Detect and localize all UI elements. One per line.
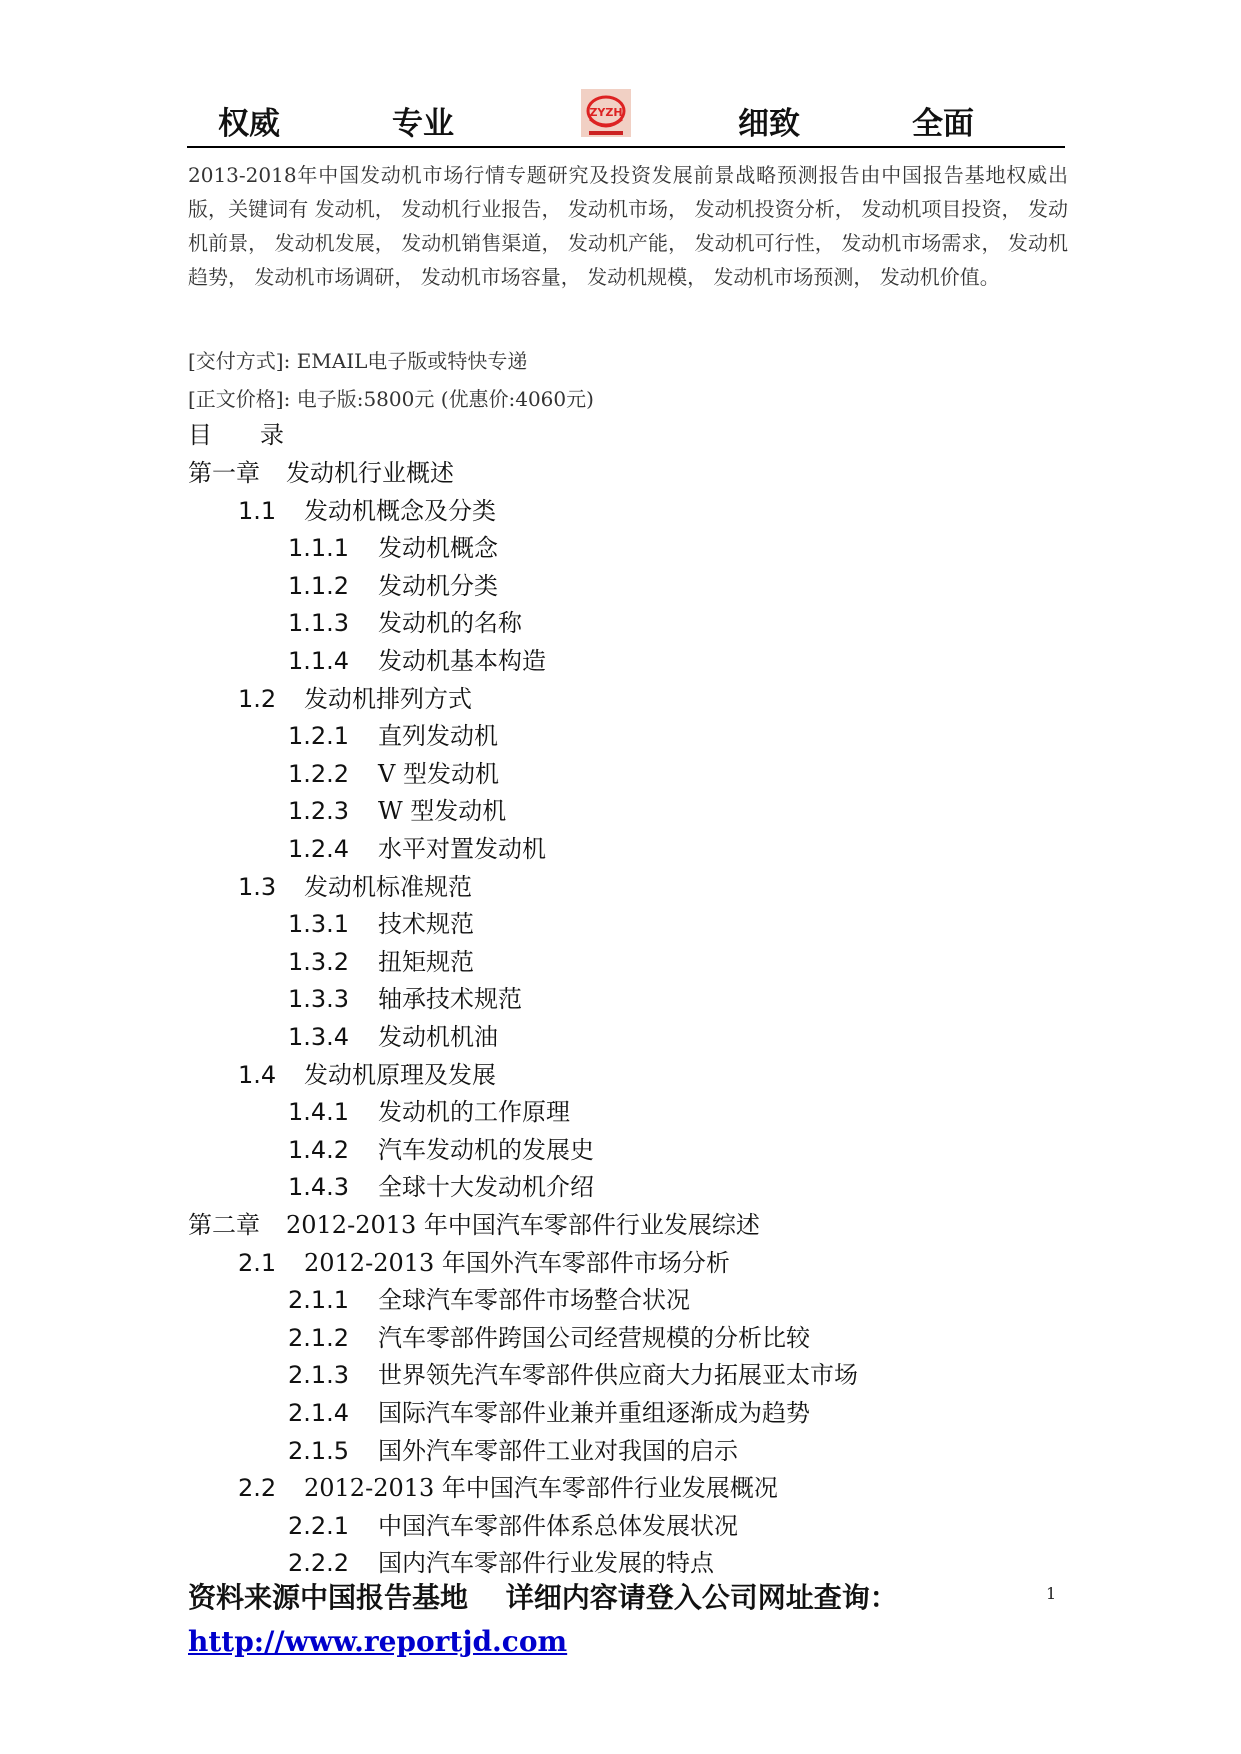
toc-item	[238, 492, 496, 530]
toc-item	[288, 567, 498, 605]
toc-item-number: 1.4.3	[288, 1173, 350, 1201]
toc-item-text: 水平对置发动机	[378, 835, 546, 863]
toc-item	[288, 1544, 714, 1582]
toc-item-number: 第二章	[188, 1211, 260, 1239]
toc-title: 目 录	[188, 421, 284, 449]
header-word-authority: 权威	[218, 106, 280, 142]
report-intro-paragraph: 2013-2018年中国发动机市场行情专题研究及投资发展前景战略预测报告由中国报告基地权威出版，关键词有 发动机， 发动机行业报告， 发动机市场， 发动机投资分析， 发动机项目投资， 发动机前景， 发动机发展， 发动机销售渠道， 发动机产能， 发动机可行性， 发动机市场需求， 发动机趋势， 发动机市场调研， 发动机市场容量， 发动机规模， 发动机市场预测， 发动机价值。	[188, 163, 1068, 289]
header-word-detailed: 细致	[738, 106, 800, 142]
toc-item-text: 发动机概念及分类	[304, 497, 496, 525]
toc-item-number: 2.2.1	[288, 1512, 350, 1540]
toc-item-text: 扭矩规范	[378, 948, 474, 976]
toc-item	[288, 755, 499, 793]
toc-item-text: 世界领先汽车零部件供应商大力拓展亚太市场	[378, 1361, 858, 1389]
toc-item	[288, 1394, 810, 1432]
toc-item-text: 汽车零部件跨国公司经营规模的分析比较	[378, 1324, 810, 1352]
toc-item	[288, 943, 474, 981]
toc-item-number: 1.3.2	[288, 948, 350, 976]
toc-item	[238, 1056, 496, 1094]
toc-item-number: 1.4	[238, 1061, 277, 1089]
footer-source-text: 资料来源中国报告基地 详细内容请登入公司网址查询：	[188, 1581, 898, 1614]
toc-item	[288, 717, 498, 755]
price-info: [正文价格]: 电子版:5800元 (优惠价:4060元)	[188, 387, 594, 411]
toc-item-number: 1.2.3	[288, 797, 350, 825]
toc-item	[288, 905, 474, 943]
toc-item-text: 发动机原理及发展	[304, 1061, 496, 1089]
toc-item-number: 2.2.2	[288, 1549, 350, 1577]
toc-item	[288, 1168, 594, 1206]
toc-item-text: 汽车发动机的发展史	[378, 1136, 594, 1164]
toc-item-text: 直列发动机	[378, 722, 498, 750]
toc-item	[188, 1206, 760, 1244]
toc-item-number: 1.1.1	[288, 534, 350, 562]
toc-item-text: 发动机分类	[378, 572, 498, 600]
toc-item	[238, 1469, 778, 1507]
toc-item-text: 国内汽车零部件行业发展的特点	[378, 1549, 714, 1577]
company-website-link[interactable]: http://www.reportjd.com	[188, 1625, 568, 1658]
toc-item	[288, 1319, 810, 1357]
toc-item-text: 2012-2013 年国外汽车零部件市场分析	[304, 1249, 730, 1277]
toc-item	[288, 642, 546, 680]
toc-item	[238, 680, 472, 718]
toc-item	[238, 1244, 730, 1282]
header-word-comprehensive: 全面	[912, 106, 974, 142]
toc-item-number: 1.3.3	[288, 985, 350, 1013]
toc-item	[288, 1432, 738, 1470]
toc-item	[288, 792, 506, 830]
toc-item-text: 2012-2013 年中国汽车零部件行业发展概况	[304, 1474, 778, 1502]
company-logo	[581, 89, 631, 137]
toc-item-number: 1.1	[238, 497, 277, 525]
toc-item-number: 2.1.3	[288, 1361, 350, 1389]
toc-item-text: 国际汽车零部件业兼并重组逐渐成为趋势	[378, 1399, 810, 1427]
toc-item-number: 1.4.2	[288, 1136, 350, 1164]
toc-item-text: 全球十大发动机介绍	[378, 1173, 594, 1201]
toc-item	[288, 1281, 690, 1319]
toc-item-number: 1.3.4	[288, 1023, 350, 1051]
toc-item-text: 发动机标准规范	[304, 873, 472, 901]
toc-item	[288, 604, 522, 642]
toc-item-number: 1.1.2	[288, 572, 350, 600]
toc-item-text: 轴承技术规范	[378, 985, 522, 1013]
toc-item-number: 2.1.5	[288, 1437, 350, 1465]
toc-item-text: 发动机的工作原理	[378, 1098, 570, 1126]
toc-item-number: 2.1.1	[288, 1286, 350, 1314]
toc-item	[288, 1507, 738, 1545]
toc-item	[288, 1131, 594, 1169]
toc-item-number: 2.1.2	[288, 1324, 350, 1352]
toc-item-number: 1.3.1	[288, 910, 350, 938]
toc-item-text: V 型发动机	[378, 760, 499, 788]
toc-item	[288, 830, 546, 868]
delivery-method: [交付方式]: EMAIL电子版或特快专递	[188, 349, 528, 373]
toc-item-number: 1.1.4	[288, 647, 350, 675]
toc-item-number: 1.2	[238, 685, 277, 713]
toc-item-number: 1.1.3	[288, 609, 350, 637]
toc-item	[288, 529, 498, 567]
page-number: 1	[1046, 1584, 1057, 1603]
svg-text:ZYZH: ZYZH	[589, 106, 623, 119]
toc-item-number: 1.4.1	[288, 1098, 350, 1126]
toc-item-number: 1.2.2	[288, 760, 350, 788]
toc-item-number: 1.3	[238, 873, 277, 901]
toc-item-text: 发动机机油	[378, 1023, 498, 1051]
toc-item-number: 第一章	[188, 459, 260, 487]
toc-item-text: 发动机概念	[378, 534, 498, 562]
toc-item	[288, 1093, 570, 1131]
toc-item-text: W 型发动机	[378, 797, 507, 825]
toc-item-number: 1.2.4	[288, 835, 350, 863]
toc-item-number: 1.2.1	[288, 722, 350, 750]
toc-item-text: 发动机的名称	[378, 609, 522, 637]
toc-item-text: 发动机排列方式	[304, 685, 472, 713]
toc-item	[288, 1018, 498, 1056]
toc-item-text: 发动机基本构造	[378, 647, 546, 675]
toc-item-number: 2.2	[238, 1474, 277, 1502]
toc-item-text: 发动机行业概述	[286, 459, 454, 487]
toc-item-text: 2012-2013 年中国汽车零部件行业发展综述	[286, 1211, 760, 1239]
toc-item-text: 技术规范	[378, 910, 474, 938]
toc-item	[238, 868, 472, 906]
header-divider	[187, 146, 1065, 148]
toc-item-number: 2.1.4	[288, 1399, 350, 1427]
toc-item	[288, 980, 522, 1018]
toc-item-text: 国外汽车零部件工业对我国的启示	[378, 1437, 738, 1465]
toc-item-text: 全球汽车零部件市场整合状况	[378, 1286, 690, 1314]
toc-item	[188, 454, 454, 492]
toc-item-text: 中国汽车零部件体系总体发展状况	[378, 1512, 738, 1540]
header-word-professional: 专业	[392, 106, 454, 142]
toc-item-number: 2.1	[238, 1249, 277, 1277]
toc-item	[288, 1356, 858, 1394]
